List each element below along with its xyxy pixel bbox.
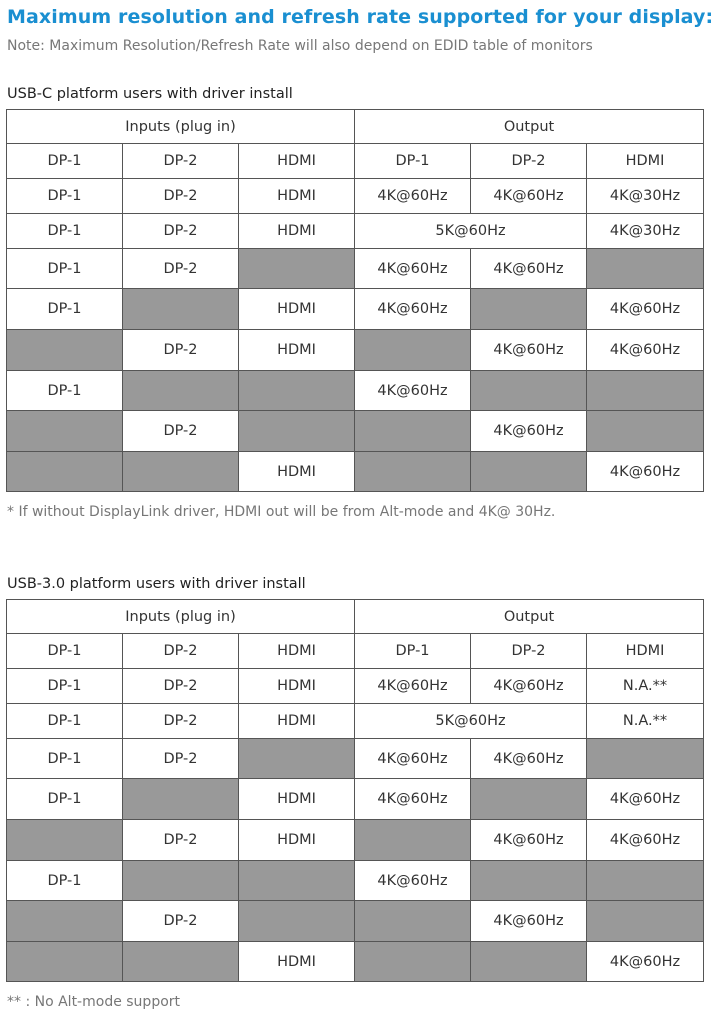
table-cell: 4K@30Hz <box>587 214 704 249</box>
column-header-row <box>7 144 704 179</box>
page-note: Note: Maximum Resolution/Refresh Rate will also depend on EDID table of monitors <box>7 38 593 54</box>
table-cell: 5K@60Hz <box>355 704 587 739</box>
table-cell: DP-1 <box>7 739 123 779</box>
table-cell: DP-1 <box>7 371 123 411</box>
table-cell: DP-2 <box>123 179 239 214</box>
group-header-output: Output <box>355 110 704 144</box>
empty-cell <box>587 249 704 289</box>
usbc-resolution-table <box>6 109 704 492</box>
empty-cell <box>239 371 355 411</box>
group-header-output: Output <box>355 600 704 634</box>
column-header: DP-2 <box>123 144 239 179</box>
empty-cell <box>123 861 239 901</box>
table-row <box>7 411 704 452</box>
table-cell: 4K@60Hz <box>587 452 704 492</box>
table-cell: 4K@60Hz <box>471 411 587 452</box>
empty-cell <box>239 249 355 289</box>
table-cell: 4K@30Hz <box>587 179 704 214</box>
table-cell: DP-1 <box>7 779 123 820</box>
empty-cell <box>239 411 355 452</box>
empty-cell <box>587 901 704 942</box>
table-cell: DP-1 <box>7 179 123 214</box>
column-header: HDMI <box>239 634 355 669</box>
table-cell: DP-2 <box>123 669 239 704</box>
empty-cell <box>123 942 239 982</box>
group-header-inputs: Inputs (plug in) <box>7 600 355 634</box>
table-cell: 4K@60Hz <box>471 249 587 289</box>
column-header: DP-1 <box>7 144 123 179</box>
column-header: DP-2 <box>471 144 587 179</box>
table-row <box>7 779 704 820</box>
table-row <box>7 179 704 214</box>
table-row <box>7 942 704 982</box>
table-row <box>7 861 704 901</box>
table-cell: 4K@60Hz <box>471 739 587 779</box>
table-cell: DP-1 <box>7 704 123 739</box>
column-header: HDMI <box>239 144 355 179</box>
empty-cell <box>239 739 355 779</box>
empty-cell <box>471 779 587 820</box>
table-cell: HDMI <box>239 214 355 249</box>
empty-cell <box>355 942 471 982</box>
empty-cell <box>587 411 704 452</box>
table-cell: 4K@60Hz <box>355 669 471 704</box>
table-cell: 4K@60Hz <box>587 289 704 330</box>
table-cell: 4K@60Hz <box>471 901 587 942</box>
column-header: DP-2 <box>471 634 587 669</box>
table-cell: HDMI <box>239 942 355 982</box>
empty-cell <box>355 411 471 452</box>
usb3-resolution-table <box>6 599 704 982</box>
table-row <box>7 739 704 779</box>
table-cell: 4K@60Hz <box>355 249 471 289</box>
empty-cell <box>587 861 704 901</box>
table-cell: 4K@60Hz <box>355 289 471 330</box>
table-cell: DP-2 <box>123 704 239 739</box>
table-row <box>7 249 704 289</box>
table-row <box>7 330 704 371</box>
column-header: DP-1 <box>7 634 123 669</box>
table-cell: 4K@60Hz <box>355 371 471 411</box>
table-row <box>7 371 704 411</box>
table-cell: N.A.** <box>587 669 704 704</box>
empty-cell <box>7 411 123 452</box>
table-cell: N.A.** <box>587 704 704 739</box>
table-cell: HDMI <box>239 289 355 330</box>
usb3-section-heading: USB-3.0 platform users with driver install <box>7 576 306 592</box>
table-row <box>7 214 704 249</box>
table-cell: HDMI <box>239 820 355 861</box>
table-cell: DP-2 <box>123 214 239 249</box>
table-cell: 4K@60Hz <box>355 739 471 779</box>
table-cell: 4K@60Hz <box>471 330 587 371</box>
table-cell: 4K@60Hz <box>471 669 587 704</box>
empty-cell <box>471 371 587 411</box>
table-row <box>7 901 704 942</box>
empty-cell <box>355 452 471 492</box>
table-cell: 4K@60Hz <box>355 861 471 901</box>
table-cell: 4K@60Hz <box>471 820 587 861</box>
empty-cell <box>587 739 704 779</box>
empty-cell <box>239 901 355 942</box>
empty-cell <box>7 942 123 982</box>
table-cell: DP-1 <box>7 289 123 330</box>
table-cell: 4K@60Hz <box>587 330 704 371</box>
empty-cell <box>123 289 239 330</box>
table-cell: HDMI <box>239 669 355 704</box>
empty-cell <box>7 820 123 861</box>
column-header: DP-1 <box>355 634 471 669</box>
table-cell: DP-2 <box>123 330 239 371</box>
empty-cell <box>471 289 587 330</box>
page-title: Maximum resolution and refresh rate supported for your display: <box>7 6 714 28</box>
empty-cell <box>471 942 587 982</box>
empty-cell <box>355 820 471 861</box>
table-cell: 4K@60Hz <box>471 179 587 214</box>
empty-cell <box>7 452 123 492</box>
usb3-footnote: ** : No Alt-mode support <box>7 994 181 1010</box>
table-cell: DP-1 <box>7 861 123 901</box>
table-cell: DP-2 <box>123 901 239 942</box>
empty-cell <box>471 861 587 901</box>
usbc-section-heading: USB-C platform users with driver install <box>7 86 293 102</box>
table-cell: DP-1 <box>7 249 123 289</box>
table-row <box>7 669 704 704</box>
table-cell: HDMI <box>239 179 355 214</box>
table-cell: DP-2 <box>123 411 239 452</box>
table-row <box>7 704 704 739</box>
table-cell: DP-1 <box>7 214 123 249</box>
table-cell: 4K@60Hz <box>587 779 704 820</box>
empty-cell <box>587 371 704 411</box>
usbc-footnote: * If without DisplayLink driver, HDMI out will be from Alt-mode and 4K@ 30Hz. <box>7 504 556 520</box>
table-cell: DP-2 <box>123 820 239 861</box>
empty-cell <box>123 452 239 492</box>
empty-cell <box>355 901 471 942</box>
column-header: HDMI <box>587 634 704 669</box>
table-cell: DP-2 <box>123 739 239 779</box>
table-row <box>7 820 704 861</box>
empty-cell <box>123 779 239 820</box>
empty-cell <box>7 330 123 371</box>
table-row <box>7 452 704 492</box>
table-cell: HDMI <box>239 779 355 820</box>
table-cell: 4K@60Hz <box>587 942 704 982</box>
table-cell: 4K@60Hz <box>355 179 471 214</box>
empty-cell <box>7 901 123 942</box>
column-header-row <box>7 634 704 669</box>
table-cell: DP-1 <box>7 669 123 704</box>
table-cell: 4K@60Hz <box>587 820 704 861</box>
group-header-inputs: Inputs (plug in) <box>7 110 355 144</box>
table-cell: 5K@60Hz <box>355 214 587 249</box>
table-cell: 4K@60Hz <box>355 779 471 820</box>
empty-cell <box>239 861 355 901</box>
column-header: DP-2 <box>123 634 239 669</box>
table-row <box>7 289 704 330</box>
table-cell: HDMI <box>239 704 355 739</box>
empty-cell <box>471 452 587 492</box>
empty-cell <box>123 371 239 411</box>
empty-cell <box>355 330 471 371</box>
column-header: DP-1 <box>355 144 471 179</box>
table-cell: DP-2 <box>123 249 239 289</box>
table-cell: HDMI <box>239 330 355 371</box>
column-header: HDMI <box>587 144 704 179</box>
table-cell: HDMI <box>239 452 355 492</box>
